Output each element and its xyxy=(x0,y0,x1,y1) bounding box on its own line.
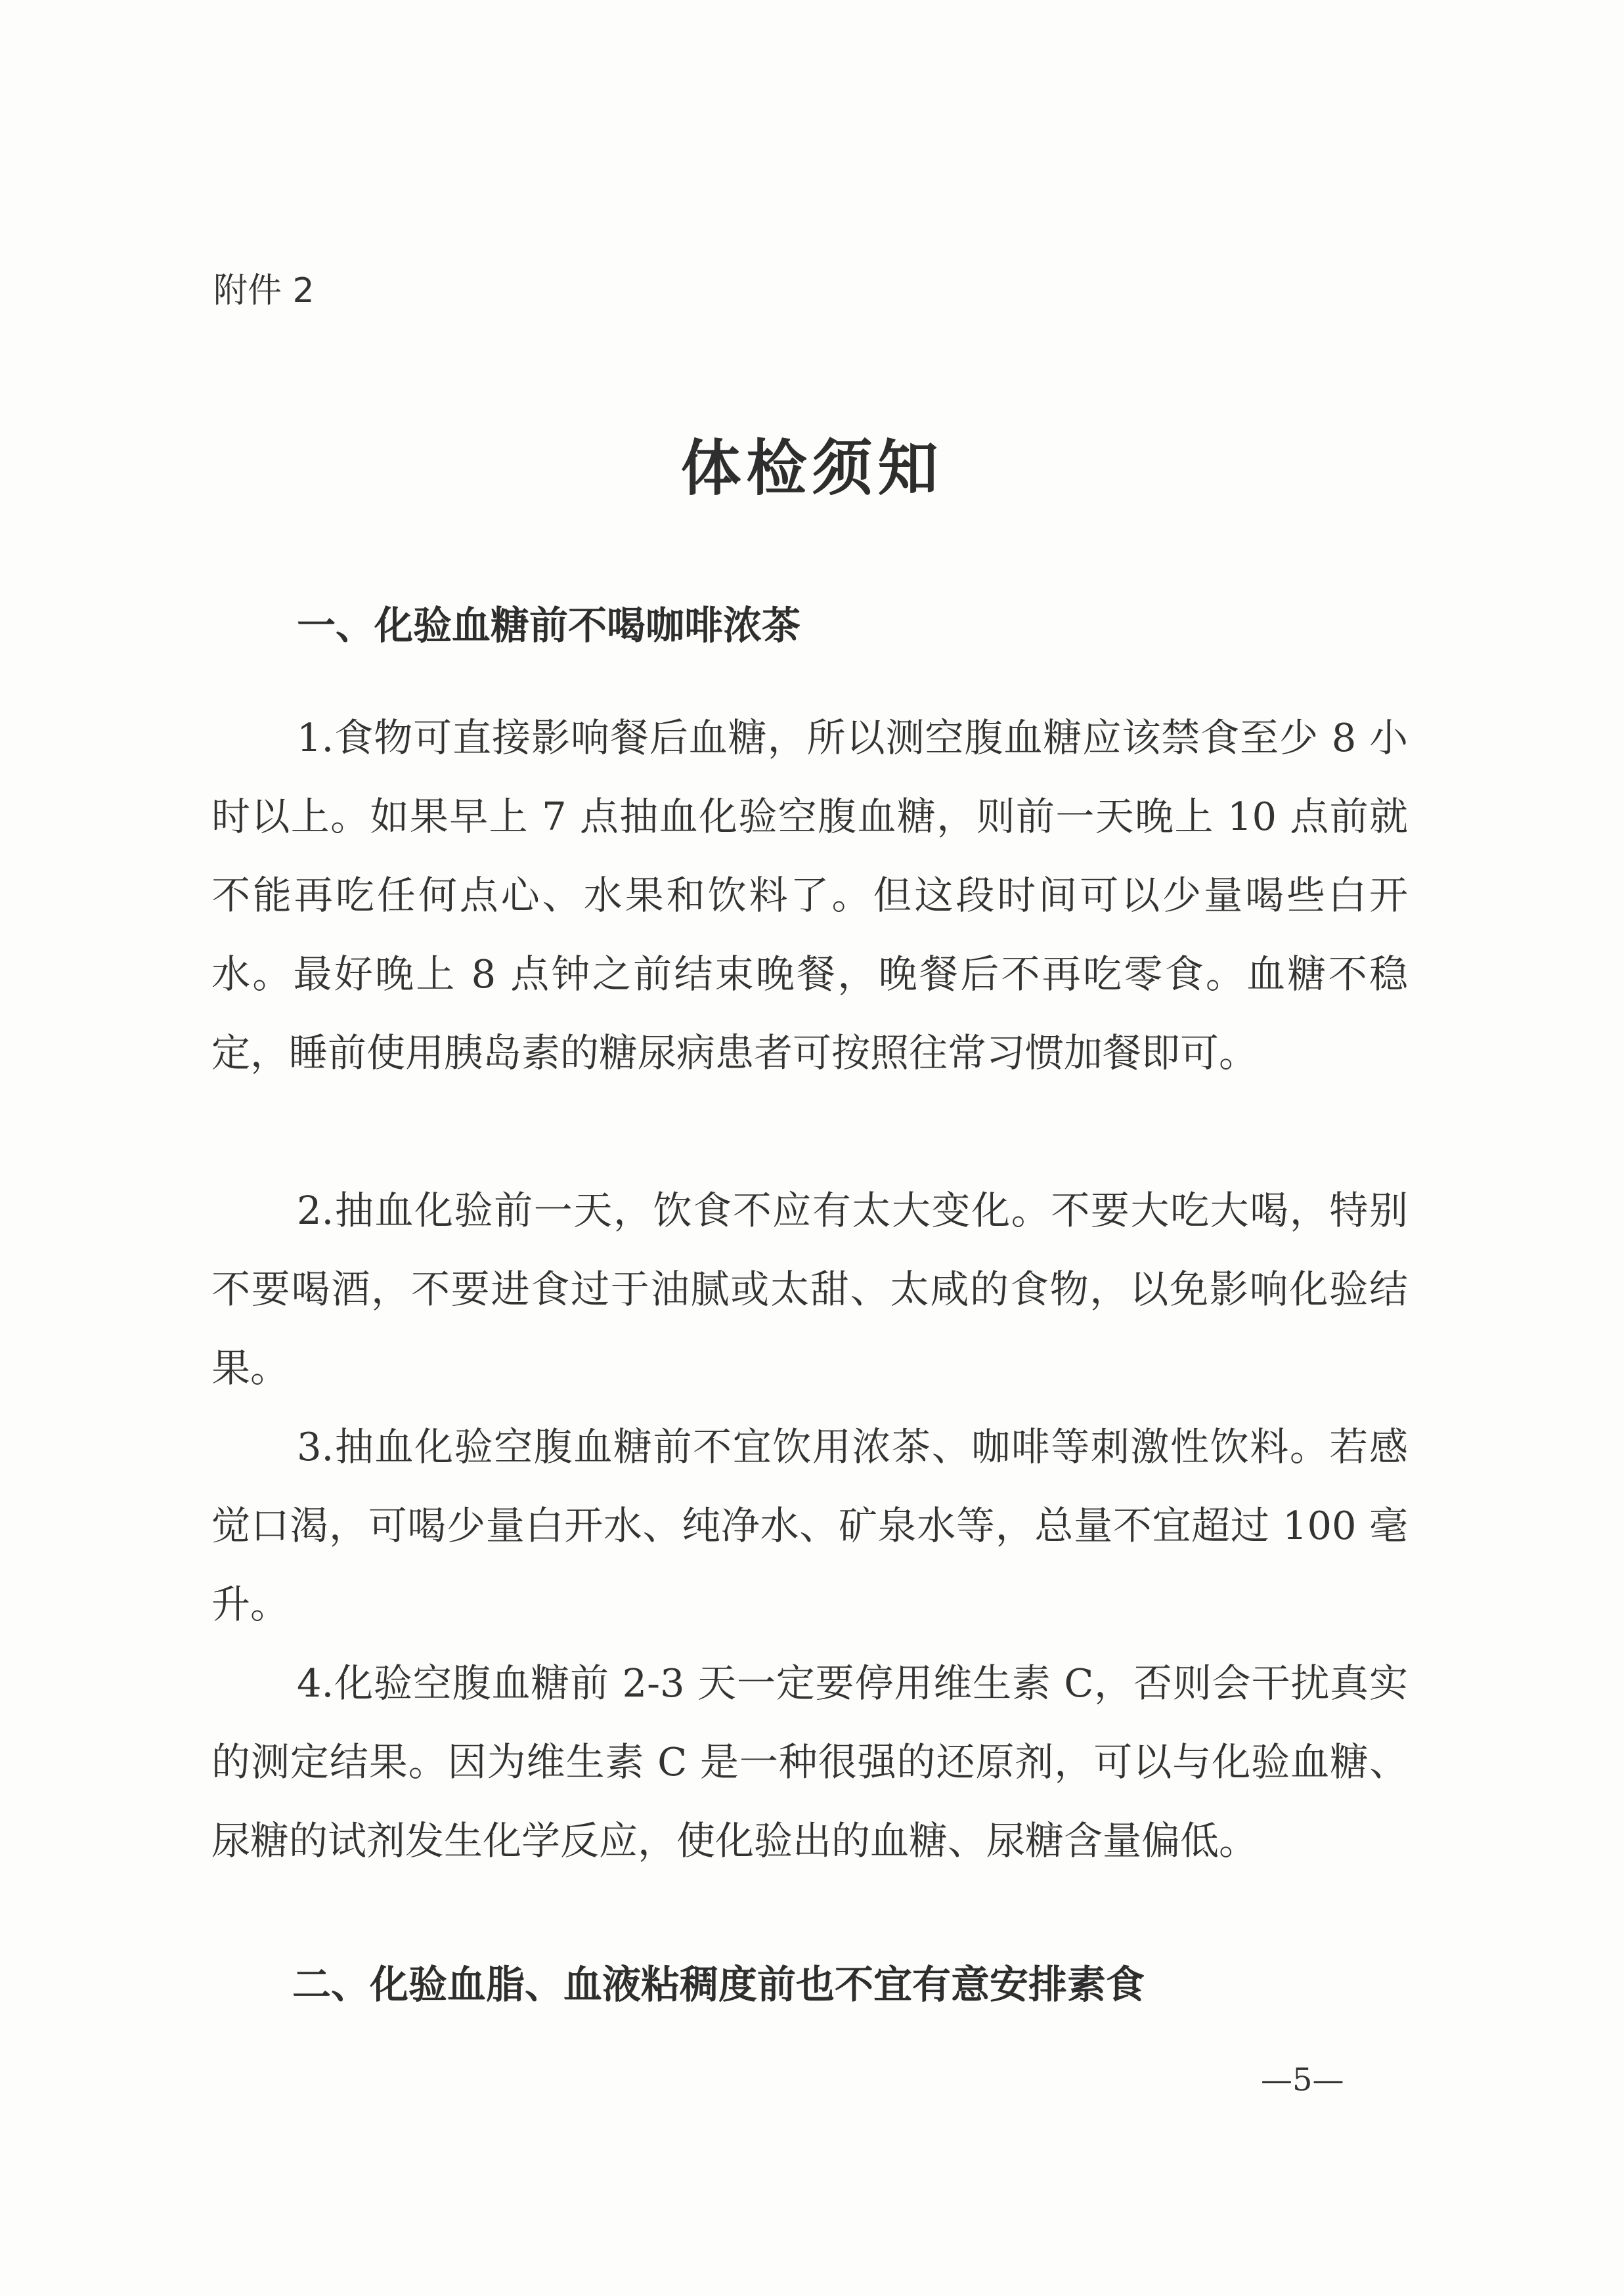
attachment-label: 附件 2 xyxy=(213,271,315,311)
section-heading-2: 二、化验血脂、血液粘稠度前也不宜有意安排素食 xyxy=(292,1962,1145,2007)
section-heading-1: 一、化验血糖前不喝咖啡浓茶 xyxy=(297,603,801,648)
paragraph-3: 3.抽血化验空腹血糖前不宜饮用浓茶、咖啡等刺激性饮料。若感觉口渴，可喝少量白开水、纯净水、矿泉水等，总量不宜超过 100 毫升。 xyxy=(211,1424,1408,1627)
paragraph-2: 2.抽血化验前一天，饮食不应有太大变化。不要大吃大喝，特别不要喝酒，不要进食过于油腻或太甜、太咸的食物，以免影响化验结果。 xyxy=(211,1188,1408,1391)
document-title: 体检须知 xyxy=(680,433,944,504)
page-number: —5— xyxy=(1261,2062,1344,2098)
paragraph-1: 1.食物可直接影响餐后血糖，所以测空腹血糖应该禁食至少 8 小时以上。如果早上 7 点抽血化验空腹血糖，则前一天晚上 10 点前就不能再吃任何点心、水果和饮料了。但这段时间可以少量喝些白开水。最好晚上 8 点钟之前结束晚餐，晚餐后不再吃零食。血糖不稳定，睡前使用胰岛素的糖尿病患者可按照往常习惯加餐即可。 xyxy=(211,715,1408,1075)
paragraph-4: 4.化验空腹血糖前 2-3 天一定要停用维生素 C，否则会干扰真实的测定结果。因为维生素 C 是一种很强的还原剂，可以与化验血糖、尿糖的试剂发生化学反应，使化验出的血糖、尿糖含量偏低。 xyxy=(211,1660,1408,1863)
